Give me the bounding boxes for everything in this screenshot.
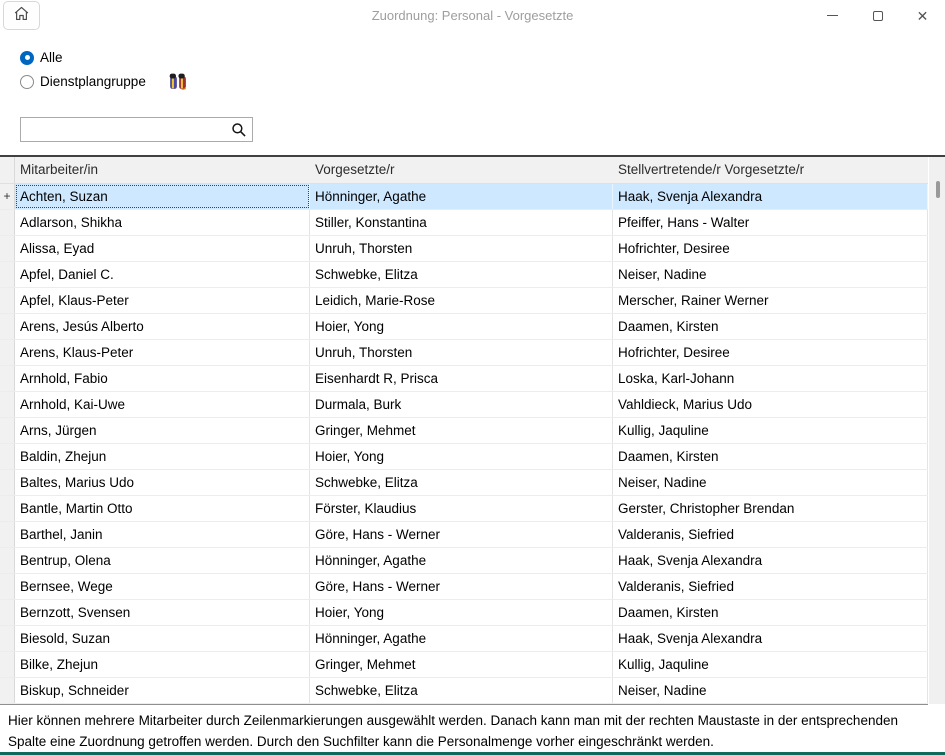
table-cell[interactable]: Arnhold, Fabio [15,366,310,391]
row-gutter[interactable] [0,652,15,677]
table-cell[interactable]: Apfel, Daniel C. [15,262,310,287]
column-header-stellvertretende[interactable]: Stellvertretende/r Vorgesetzte/r [618,162,805,177]
row-gutter[interactable] [0,444,15,469]
table-cell[interactable]: Arens, Jesús Alberto [15,314,310,339]
table-cell[interactable]: Gerster, Christopher Brendan [613,496,928,521]
window-controls [810,0,945,31]
table-cell[interactable]: Neiser, Nadine [613,678,928,703]
table-cell[interactable]: Hönninger, Agathe [310,548,613,573]
table-row[interactable] [0,548,928,574]
table-cell[interactable]: Leidich, Marie-Rose [310,288,613,313]
row-gutter[interactable] [0,496,15,521]
row-gutter[interactable] [0,210,15,235]
table-cell[interactable]: Kullig, Jaquline [613,652,928,677]
radio-option-dienstplangruppe[interactable] [20,74,146,89]
radio-label: Dienstplangruppe [40,74,146,89]
table-cell[interactable]: Hoier, Yong [310,600,613,625]
header-gutter [0,157,15,183]
table-cell[interactable]: Hofrichter, Desiree [613,236,928,261]
table-row[interactable] [0,652,928,678]
table-row[interactable] [0,210,928,236]
table-cell[interactable]: Bilke, Zhejun [15,652,310,677]
table-cell[interactable]: Apfel, Klaus-Peter [15,288,310,313]
table-cell[interactable]: Durmala, Burk [310,392,613,417]
table-cell[interactable]: Daamen, Kirsten [613,600,928,625]
table-cell[interactable]: Stiller, Konstantina [310,210,613,235]
table-row[interactable] [0,340,928,366]
row-gutter[interactable] [0,574,15,599]
search-icon[interactable] [231,122,247,143]
table-cell[interactable]: Barthel, Janin [15,522,310,547]
table-cell[interactable]: Arens, Klaus-Peter [15,340,310,365]
row-gutter[interactable] [0,600,15,625]
table-cell[interactable]: Hoier, Yong [310,444,613,469]
table-cell[interactable]: Göre, Hans - Werner [310,522,613,547]
table-cell[interactable]: Eisenhardt R, Prisca [310,366,613,391]
table-cell[interactable]: Neiser, Nadine [613,262,928,287]
table-cell[interactable]: Hoier, Yong [310,314,613,339]
search-input[interactable] [21,118,229,141]
table-cell[interactable]: Adlarson, Shikha [15,210,310,235]
row-gutter[interactable] [0,678,15,703]
column-header-mitarbeiter[interactable]: Mitarbeiter/in [20,162,99,177]
row-gutter[interactable] [0,522,15,547]
table-cell[interactable]: Baltes, Marius Udo [15,470,310,495]
close-button[interactable] [900,0,945,31]
table-cell[interactable]: Pfeiffer, Hans - Walter [613,210,928,235]
footer-help-text: Hier können mehrere Mitarbeiter durch Zeilenmarkierungen ausgewählt werden. Danach kann man mit der rechten Maustaste in der entsprechenden Spalte eine Zuordnung getroffen werden. Durch den Suchfilter kann die Personalmenge vorher eingeschränkt werden. [8,713,898,749]
table-row[interactable] [0,184,928,210]
table-cell[interactable]: Gringer, Mehmet [310,652,613,677]
table-row[interactable] [0,314,928,340]
row-gutter[interactable] [0,236,15,261]
maximize-button[interactable] [855,0,900,31]
close-icon: ✕ [916,7,929,24]
table-cell[interactable]: Hönninger, Agathe [310,184,613,209]
table-row[interactable] [0,444,928,470]
table-cell[interactable]: Arns, Jürgen [15,418,310,443]
binoculars-icon[interactable] [169,72,187,90]
table-cell[interactable]: Unruh, Thorsten [310,236,613,261]
table-cell[interactable]: Neiser, Nadine [613,470,928,495]
scrollbar-thumb[interactable] [936,181,940,198]
table-row[interactable] [0,496,928,522]
maximize-icon [873,11,883,21]
table-row[interactable] [0,470,928,496]
radio-selected-icon [20,51,34,65]
table-cell[interactable]: Bernzott, Svensen [15,600,310,625]
table-body [0,184,928,705]
radio-option-alle[interactable] [20,50,63,65]
table-cell[interactable]: Loska, Karl-Johann [613,366,928,391]
table-cell[interactable]: Hönninger, Agathe [310,626,613,651]
table-row[interactable] [0,626,928,652]
table-cell[interactable]: Haak, Svenja Alexandra [613,626,928,651]
table-row[interactable] [0,418,928,444]
table-row[interactable] [0,522,928,548]
row-gutter[interactable] [0,288,15,313]
row-gutter[interactable] [0,548,15,573]
table-row[interactable] [0,600,928,626]
table-row[interactable] [0,392,928,418]
row-gutter[interactable] [0,262,15,287]
vertical-scrollbar[interactable] [929,157,945,704]
table-row[interactable] [0,366,928,392]
table-cell[interactable]: Vahldieck, Marius Udo [613,392,928,417]
table-cell[interactable]: Baldin, Zhejun [15,444,310,469]
minimize-button[interactable] [810,0,855,31]
table-cell[interactable]: Arnhold, Kai-Uwe [15,392,310,417]
table-cell[interactable]: Daamen, Kirsten [613,314,928,339]
radio-label: Alle [40,50,63,65]
row-gutter[interactable] [0,626,15,651]
table-cell[interactable]: Achten, Suzan [15,184,310,209]
row-gutter[interactable]: + [0,184,15,209]
table-cell[interactable]: Valderanis, Siefried [613,522,928,547]
minimize-icon [827,15,838,16]
title-bar [0,0,945,32]
table-cell[interactable]: Kullig, Jaquline [613,418,928,443]
table-row[interactable] [0,288,928,314]
table-row[interactable] [0,262,928,288]
radio-unselected-icon [20,75,34,89]
column-header-vorgesetzte[interactable]: Vorgesetzte/r [315,162,395,177]
table-cell[interactable]: Biesold, Suzan [15,626,310,651]
table-cell[interactable]: Haak, Svenja Alexandra [613,548,928,573]
table-cell[interactable]: Daamen, Kirsten [613,444,928,469]
table-cell[interactable]: Merscher, Rainer Werner [613,288,928,313]
table-cell[interactable]: Biskup, Schneider [15,678,310,703]
row-gutter[interactable] [0,314,15,339]
table-cell[interactable]: Alissa, Eyad [15,236,310,261]
table-header [0,157,928,184]
table-cell[interactable]: Göre, Hans - Werner [310,574,613,599]
table-row[interactable] [0,678,928,704]
table-cell[interactable]: Schwebke, Elitza [310,470,613,495]
table-cell[interactable]: Bentrup, Olena [15,548,310,573]
table-row[interactable] [0,236,928,262]
row-gutter[interactable] [0,392,15,417]
search-box [20,117,253,142]
table-cell[interactable]: Schwebke, Elitza [310,678,613,703]
table-cell[interactable]: Schwebke, Elitza [310,262,613,287]
table-cell[interactable]: Hofrichter, Desiree [613,340,928,365]
table-cell[interactable]: Unruh, Thorsten [310,340,613,365]
table-cell[interactable]: Förster, Klaudius [310,496,613,521]
row-gutter[interactable] [0,470,15,495]
table-cell[interactable]: Bantle, Martin Otto [15,496,310,521]
row-gutter[interactable] [0,366,15,391]
table-cell[interactable]: Gringer, Mehmet [310,418,613,443]
row-gutter[interactable] [0,340,15,365]
table-row[interactable] [0,574,928,600]
table-cell[interactable]: Valderanis, Siefried [613,574,928,599]
window-title: Zuordnung: Personal - Vorgesetzte [371,8,574,23]
table-cell[interactable]: Bernsee, Wege [15,574,310,599]
row-gutter[interactable] [0,418,15,443]
table-cell[interactable]: Haak, Svenja Alexandra [613,184,928,209]
